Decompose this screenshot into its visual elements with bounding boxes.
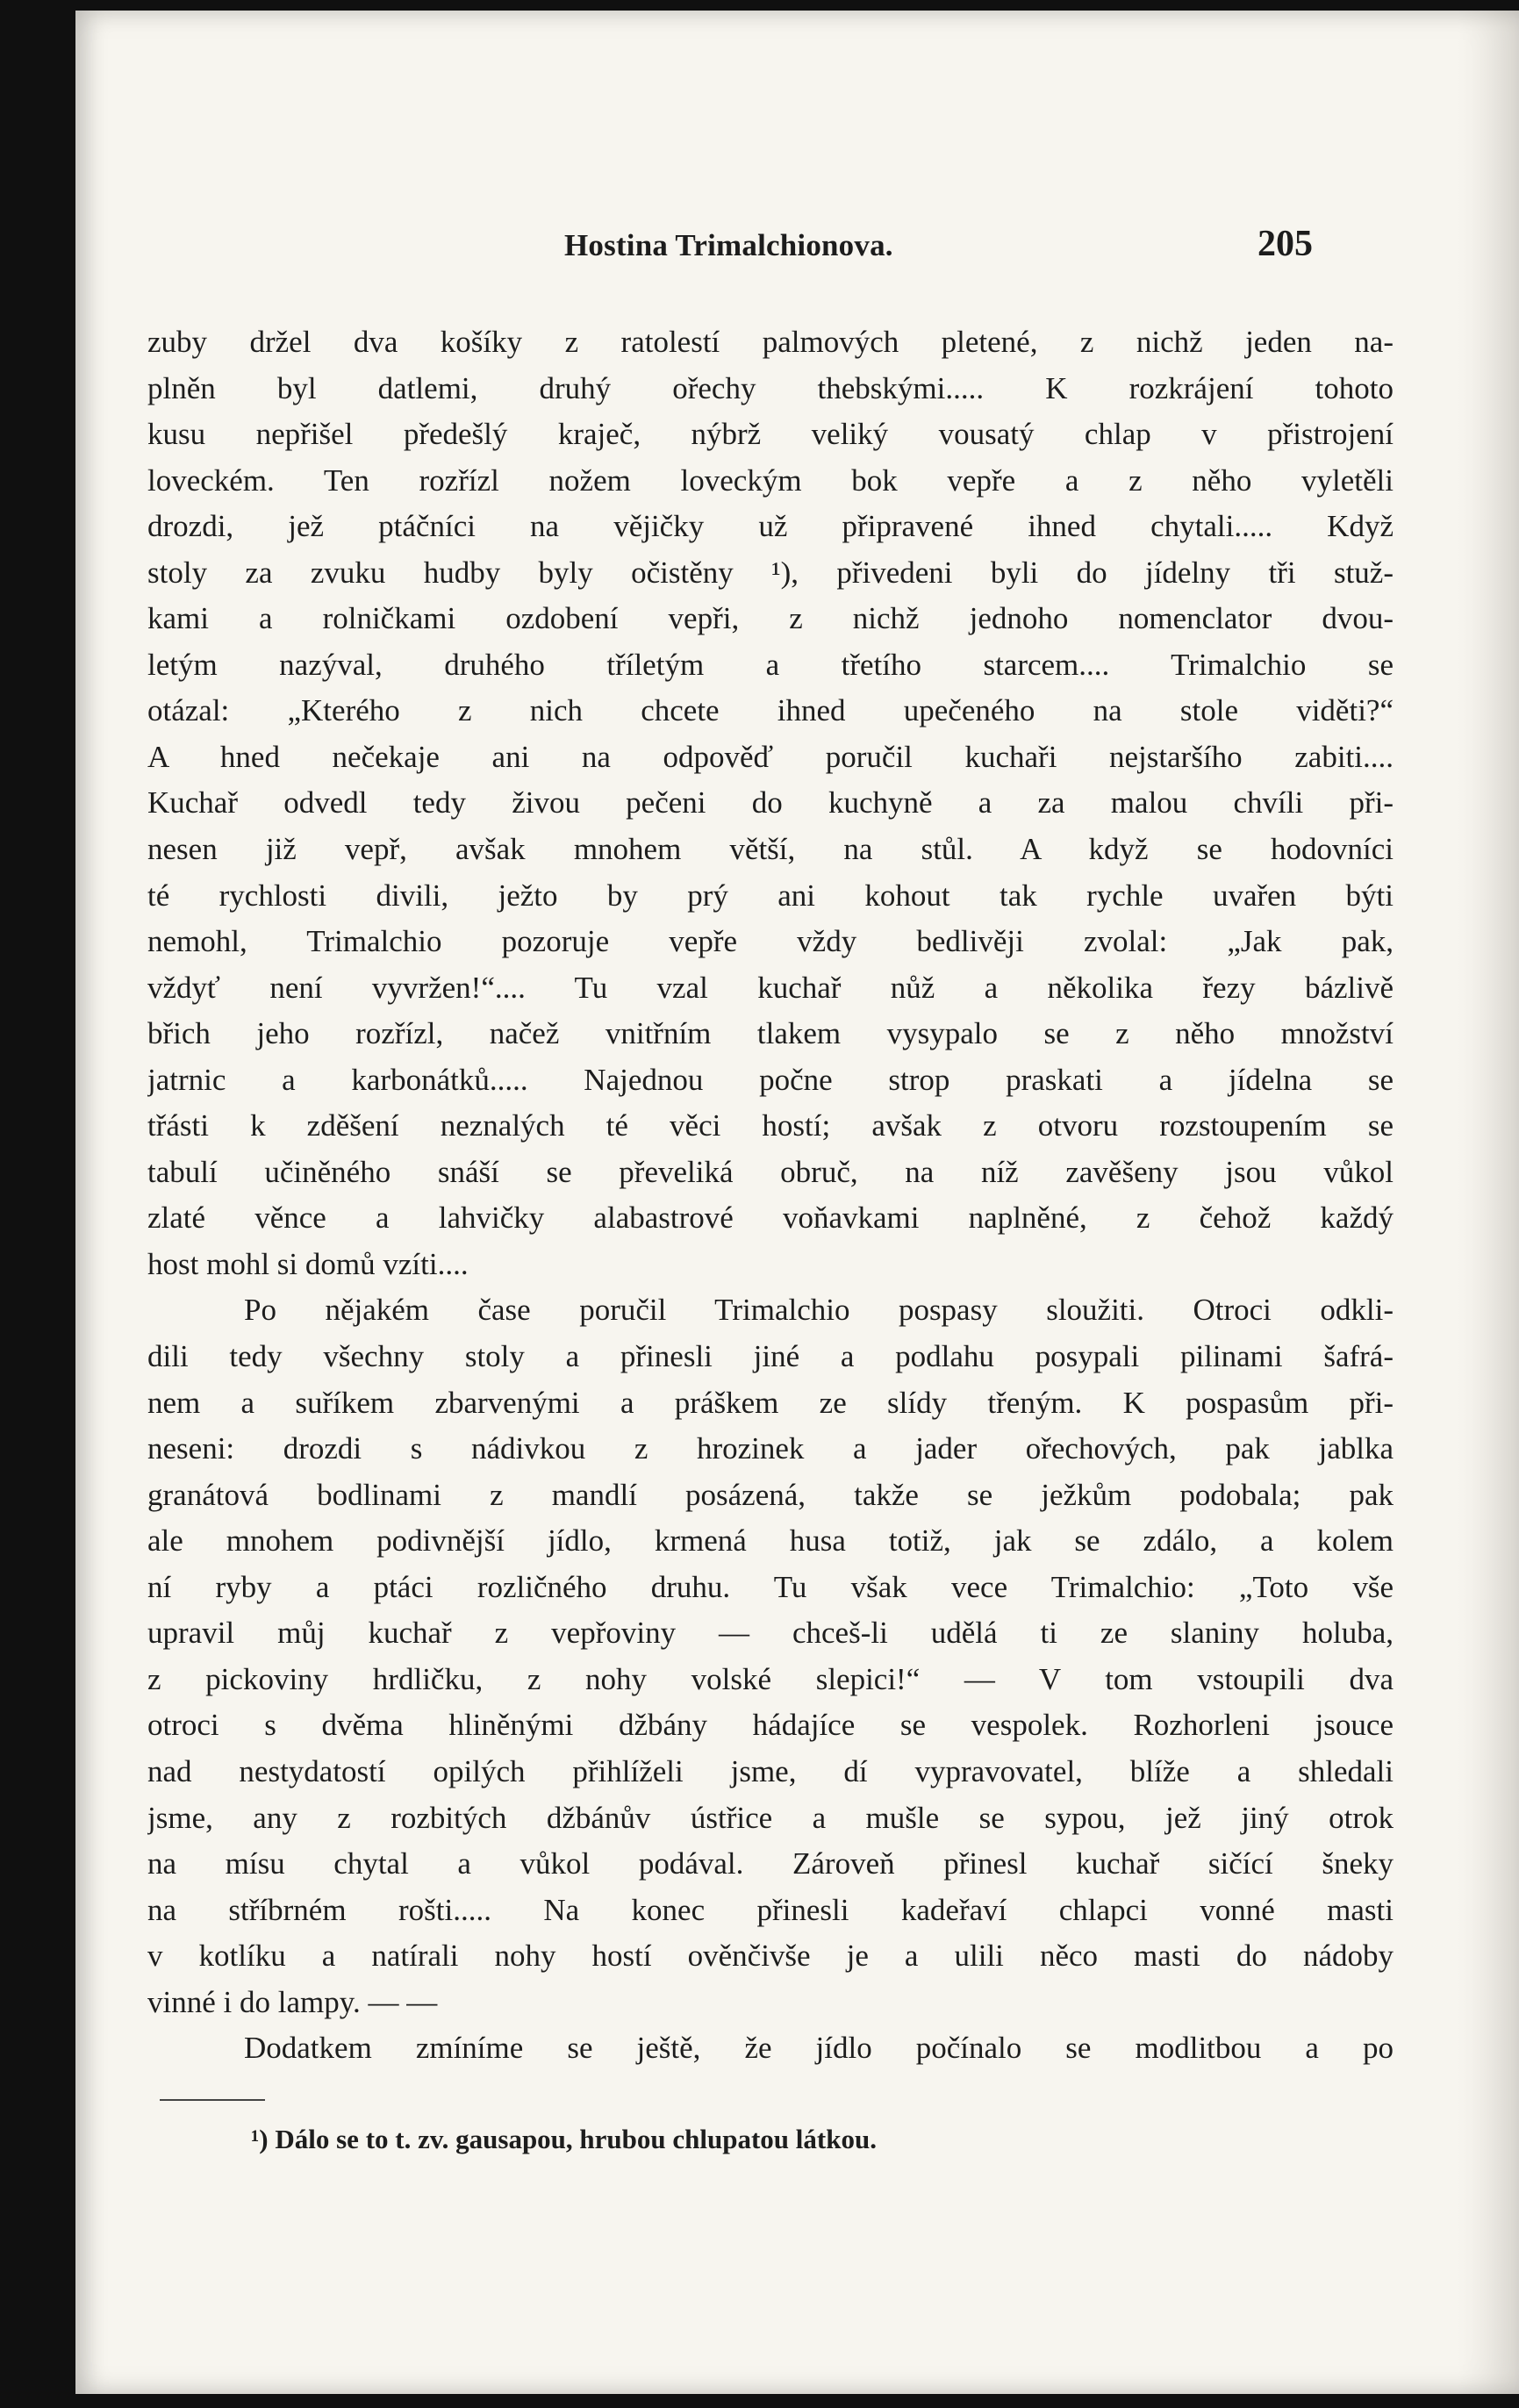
text-line: dili tedy všechny stoly a přinesli jiné a podlahu posypali pilinami šafrá-	[147, 1339, 1394, 1374]
text-line: v kotlíku a natírali nohy hostí ověnčivše je a ulili něco masti do nádoby	[147, 1939, 1394, 1974]
text-line: Dodatkem zmíníme se ještě, že jídlo počínalo se modlitbou a po	[244, 2031, 1394, 2066]
text-line: na stříbrném rošti..... Na konec přinesli kadeřaví chlapci vonné masti	[147, 1892, 1394, 1927]
text-line: drozdi, jež ptáčníci na vějičky už připravené ihned chytali..... Když	[147, 509, 1394, 544]
book-page	[75, 11, 1519, 2394]
text-line: kami a rolničkami ozdobení vepři, z nichž jednoho nomenclator dvou-	[147, 601, 1394, 636]
text-line: jatrnic a karbonátků..... Najednou počne strop praskati a jídelna se	[147, 1062, 1394, 1097]
text-line: zuby držel dva košíky z ratolestí palmových pletené, z nichž jeden na-	[147, 325, 1394, 359]
paragraph	[147, 2025, 1394, 2072]
text-line: Kuchař odvedl tedy živou pečeni do kuchyně a za malou chvíli při-	[147, 785, 1394, 821]
text-line: vždyť není vyvržen!“.... Tu vzal kuchař nůž a několika řezy bázlivě	[147, 970, 1394, 1005]
text-line: host mohl si domů vzíti....	[147, 1246, 469, 1281]
paragraph	[147, 319, 1394, 1287]
text-line: neseni: drozdi s nádivkou z hrozinek a jader ořechových, pak jablka	[147, 1431, 1394, 1466]
text-line: otázal: „Kterého z nich chcete ihned upečeného na stole viděti?“	[147, 693, 1394, 728]
body-text	[147, 319, 1394, 2072]
text-line: ní ryby a ptáci rozličného druhu. Tu však vece Trimalchio: „Toto vše	[147, 1569, 1394, 1604]
text-line: třásti k zděšení neznalých té věci hostí; avšak z otvoru rozstoupením se	[147, 1108, 1394, 1143]
text-line: Po nějakém čase poručil Trimalchio pospasy sloužiti. Otroci odkli-	[244, 1293, 1394, 1328]
text-line: nem a suříkem zbarvenými a práškem ze slídy třeným. K pospasům při-	[147, 1385, 1394, 1420]
text-line: ale mnohem podivnější jídlo, krmená husa totiž, jak se zdálo, a kolem	[147, 1523, 1394, 1559]
page-header	[75, 219, 1519, 281]
text-line: letým nazýval, druhého tříletým a třetího starcem.... Trimalchio se	[147, 647, 1394, 682]
text-line: loveckém. Ten rozřízl nožem loveckým bok vepře a z něho vyletěli	[147, 462, 1394, 498]
text-line: nemohl, Trimalchio pozoruje vepře vždy bedlivěji zvolal: „Jak pak,	[147, 924, 1394, 959]
text-line: jsme, any z rozbitých džbánův ústřice a mušle se sypou, jež jiný otrok	[147, 1800, 1394, 1835]
running-title: Hostina Trimalchionova.	[564, 228, 893, 262]
page-number: 205	[1257, 224, 1313, 264]
footnote-divider	[160, 2099, 265, 2101]
text-line: zlaté věnce a lahvičky alabastrové voňavkami naplněné, z čehož každý	[147, 1200, 1394, 1236]
text-line: stoly za zvuku hudby byly očistěny ¹), přivedeni byli do jídelny tři stuž-	[147, 555, 1394, 590]
text-line: otroci s dvěma hliněnými džbány hádajíce se vespolek. Rozhorleni jsouce	[147, 1708, 1394, 1743]
text-line: té rychlosti divili, ježto by prý ani kohout tak rychle uvařen býti	[147, 878, 1394, 913]
text-line: A hned nečekaje ani na odpověď poručil kuchaři nejstaršího zabiti....	[147, 739, 1394, 774]
text-line: granátová bodlinami z mandlí posázená, takže se ježkům podobala; pak	[147, 1477, 1394, 1512]
text-line: vinné i do lampy. — —	[147, 1984, 438, 2019]
text-line: nesen již vepř, avšak mnohem větší, na stůl. A když se hodovníci	[147, 832, 1394, 867]
text-line: kusu nepřišel předešlý kraječ, nýbrž veliký vousatý chlap v přistrojení	[147, 417, 1394, 452]
page-edge-shadow	[1458, 11, 1519, 2394]
text-line: břich jeho rozřízl, načež vnitřním tlakem vysypalo se z něho množství	[147, 1016, 1394, 1051]
text-line: plněn byl datlemi, druhý ořechy thebskými..... K rozkrájení tohoto	[147, 370, 1394, 405]
text-line: tabulí učiněného snáší se převeliká obruč, na níž zavěšeny jsou vůkol	[147, 1154, 1394, 1189]
text-line: upravil můj kuchař z vepřoviny — chceš-li udělá ti ze slaniny holuba,	[147, 1616, 1394, 1651]
text-line: z pickoviny hrdličku, z nohy volské slepici!“ — V tom vstoupili dva	[147, 1661, 1394, 1696]
text-line: na mísu chytal a vůkol podával. Zároveň přinesl kuchař sičící šneky	[147, 1846, 1394, 1881]
footnote: ¹) Dálo se to t. zv. gausapou, hrubou chlupatou látkou.	[251, 2124, 877, 2154]
paragraph	[147, 1287, 1394, 2025]
text-line: nad nestydatostí opilých přihlíželi jsme, dí vypravovatel, blíže a shledali	[147, 1753, 1394, 1788]
